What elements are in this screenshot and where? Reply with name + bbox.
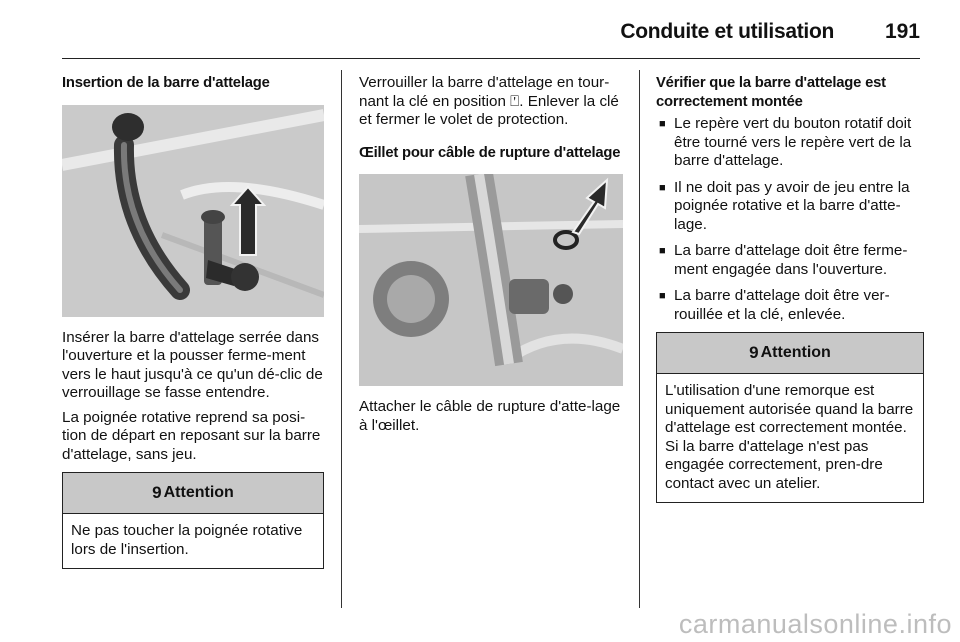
column-1	[62, 74, 324, 569]
instruction-paragraph: Verrouiller la barre d'attelage en tour-nant la clé en position ⍞. Enlever la clé et fermer le volet de protection.	[359, 74, 619, 128]
towbar-insertion-photo	[62, 105, 324, 317]
warning-title: Attention	[163, 483, 234, 501]
page-header	[62, 14, 920, 59]
breakaway-cable-eyelet-photo	[359, 174, 623, 386]
warning-header	[63, 473, 323, 514]
warning-box	[656, 332, 924, 503]
list-item: ■ La barre d'attelage doit être ver-rouillée et la clé, enlevée.	[659, 287, 890, 323]
bullet-icon: ■	[659, 181, 666, 194]
list-item: ■ La barre d'attelage doit être ferme-ment engagée dans l'ouverture.	[659, 242, 908, 278]
column-divider	[341, 70, 342, 608]
column-2	[359, 74, 623, 441]
warning-text: Ne pas toucher la poignée rotative lors de l'insertion.	[71, 522, 303, 558]
page-number: 191	[884, 20, 920, 43]
instruction-paragraph: Attacher le câble de rupture d'atte-lage à l'œillet.	[359, 398, 621, 434]
column-3	[656, 74, 924, 503]
instruction-paragraph: Insérer la barre d'attelage serrée dans l'ouverture et la pousser ferme-ment vers le haut jusqu'à ce qu'un dé-clic de verrouillage se fasse entendre.	[62, 328, 323, 401]
checklist	[656, 115, 924, 324]
warning-title: Attention	[760, 343, 831, 361]
list-item: ■ Le repère vert du bouton rotatif doit être tourné vers le repère vert de la barre d'attelage.	[659, 115, 912, 169]
section-heading: Insertion de la barre d'attelage	[62, 75, 270, 91]
bullet-icon: ■	[659, 245, 666, 257]
column-divider	[639, 70, 640, 608]
warning-text: L'utilisation d'une remorque est uniquement autorisée quand la barre d'attelage est correctement montée. Si la barre d'attelage n'est pas engagée correctement, pren-dre contact avec un atelier.	[665, 382, 914, 492]
section-title: Conduite et utilisation	[620, 20, 834, 43]
section-heading: Vérifier que la barre d'attelage est correctement montée	[656, 75, 886, 110]
bullet-icon: ■	[659, 118, 666, 130]
warning-header	[657, 333, 923, 374]
instruction-paragraph: La poignée rotative reprend sa posi-tion de départ en reposant sur la barre d'attelage, sans jeu.	[62, 408, 321, 463]
lock-position-icon: ⍞	[510, 92, 520, 110]
list-item: ■ Il ne doit pas y avoir de jeu entre la poignée rotative et la barre d'atte-lage.	[659, 178, 910, 233]
bullet-icon: ■	[659, 290, 666, 302]
watermark: carmanualsonline.info	[678, 609, 952, 639]
warning-icon: 9	[152, 482, 162, 502]
section-heading: Œillet pour câble de rupture d'attelage	[359, 144, 621, 161]
warning-box	[62, 472, 324, 569]
warning-icon: 9	[749, 342, 759, 362]
